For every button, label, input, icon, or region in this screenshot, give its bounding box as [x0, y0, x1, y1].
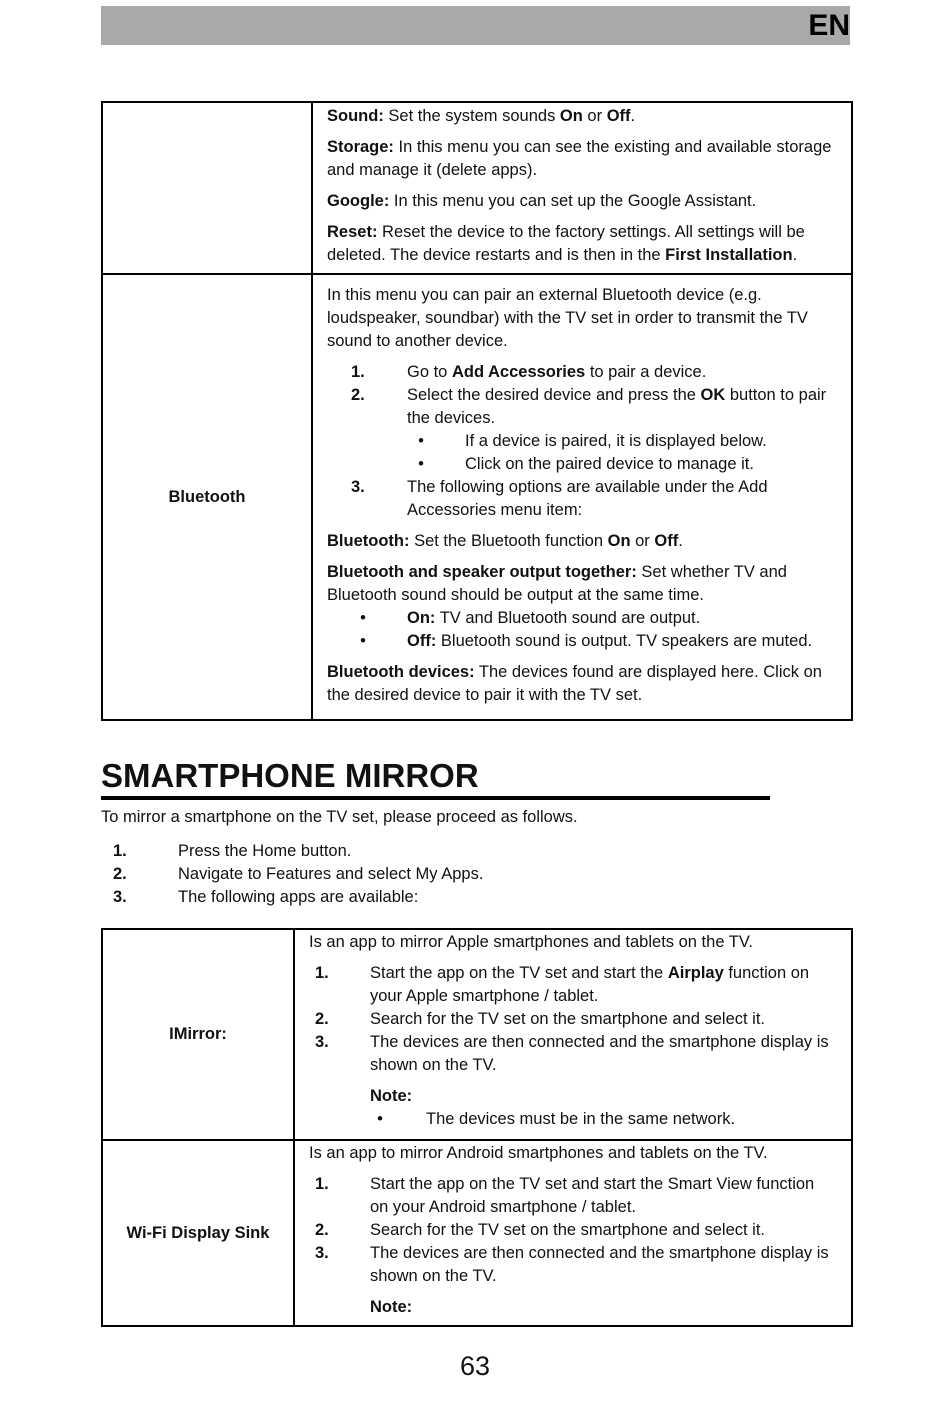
section-steps — [101, 840, 861, 909]
language-label: EN — [808, 9, 850, 42]
settings-table — [101, 101, 853, 721]
list-item: 3. The following options are available under the Add Accessories menu item: — [351, 478, 768, 519]
table-row — [102, 1140, 852, 1326]
bluetooth-intro: In this menu you can pair an external Bluetooth device (e.g. loudspeaker, soundbar) with the TV set in order to transmit the TV sound to another device. — [327, 286, 808, 350]
table-row — [102, 274, 852, 720]
list-item: 2. Select the desired device and press the OK button to pair the devices. — [351, 386, 827, 427]
list-item: • Click on the paired device to manage it. — [408, 453, 837, 476]
bullet-icon: • — [418, 432, 424, 450]
imirror-intro: Is an app to mirror Apple smartphones and tablets on the TV. — [309, 933, 753, 951]
row-label-empty — [102, 102, 312, 274]
list-item: 1. Start the app on the TV set and start the Smart View function on your Android smartphone / tablet. — [315, 1175, 815, 1216]
bluetooth-content — [312, 274, 852, 720]
google-item: Google: In this menu you can set up the Google Assistant. — [327, 192, 757, 210]
section-intro: To mirror a smartphone on the TV set, please proceed as follows. — [101, 808, 578, 826]
wifi-intro: Is an app to mirror Android smartphones and tablets on the TV. — [309, 1144, 768, 1162]
imirror-label: IMirror: — [102, 929, 294, 1140]
page-number: 63 — [459, 1351, 491, 1381]
note-label: Note: — [370, 1087, 413, 1105]
list-item: • The devices must be in the same network. — [370, 1108, 837, 1131]
row-content — [312, 102, 852, 274]
table-row — [102, 102, 852, 274]
sound-item: Sound: Set the system sounds On or Off. — [327, 107, 636, 125]
bluetooth-label: Bluetooth — [102, 274, 312, 720]
wifi-display-label: Wi-Fi Display Sink — [102, 1140, 294, 1326]
apps-table — [101, 928, 853, 1327]
bullet-icon: • — [360, 632, 366, 650]
bluetooth-devices: Bluetooth devices: The devices found are displayed here. Click on the desired device to pair it with the TV set. — [327, 663, 822, 704]
list-item: 3. The following apps are available: — [113, 888, 419, 906]
section-title: SMARTPHONE MIRROR — [101, 756, 770, 800]
bluetooth-function: Bluetooth: Set the Bluetooth function On or Off. — [327, 532, 683, 550]
list-item: 1. Start the app on the TV set and start the Airplay function on your Apple smartphone / tablet. — [315, 964, 810, 1005]
list-item: 3. The devices are then connected and the smartphone display is shown on the TV. — [315, 1244, 829, 1285]
header-bar — [101, 6, 850, 45]
imirror-content — [294, 929, 852, 1140]
list-item: • If a device is paired, it is displayed below. — [408, 430, 837, 453]
list-item: 1. Press the Home button. — [113, 842, 352, 860]
bullet-icon: • — [360, 609, 366, 627]
list-item: • Off: Bluetooth sound is output. TV speakers are muted. — [353, 630, 837, 653]
bluetooth-together: Bluetooth and speaker output together: Set whether TV and Bluetooth sound should be output at the same time. — [327, 563, 787, 604]
storage-item: Storage: In this menu you can see the existing and available storage and manage it (delete apps). — [327, 138, 832, 179]
list-item: 1. Go to Add Accessories to pair a device. — [351, 363, 707, 381]
reset-item: Reset: Reset the device to the factory settings. All settings will be deleted. The device restarts and is then in the First Installation. — [327, 223, 805, 264]
list-item: 2. Search for the TV set on the smartphone and select it. — [315, 1010, 766, 1028]
bullet-icon: • — [418, 455, 424, 473]
list-item: 2. Navigate to Features and select My Apps. — [113, 865, 484, 883]
wifi-content — [294, 1140, 852, 1326]
list-item: 3. The devices are then connected and the smartphone display is shown on the TV. — [315, 1033, 829, 1074]
note-label: Note: — [370, 1298, 413, 1316]
list-item: • On: TV and Bluetooth sound are output. — [353, 607, 837, 630]
bullet-icon: • — [377, 1110, 383, 1128]
list-item: 2. Search for the TV set on the smartphone and select it. — [315, 1221, 766, 1239]
table-row — [102, 929, 852, 1140]
